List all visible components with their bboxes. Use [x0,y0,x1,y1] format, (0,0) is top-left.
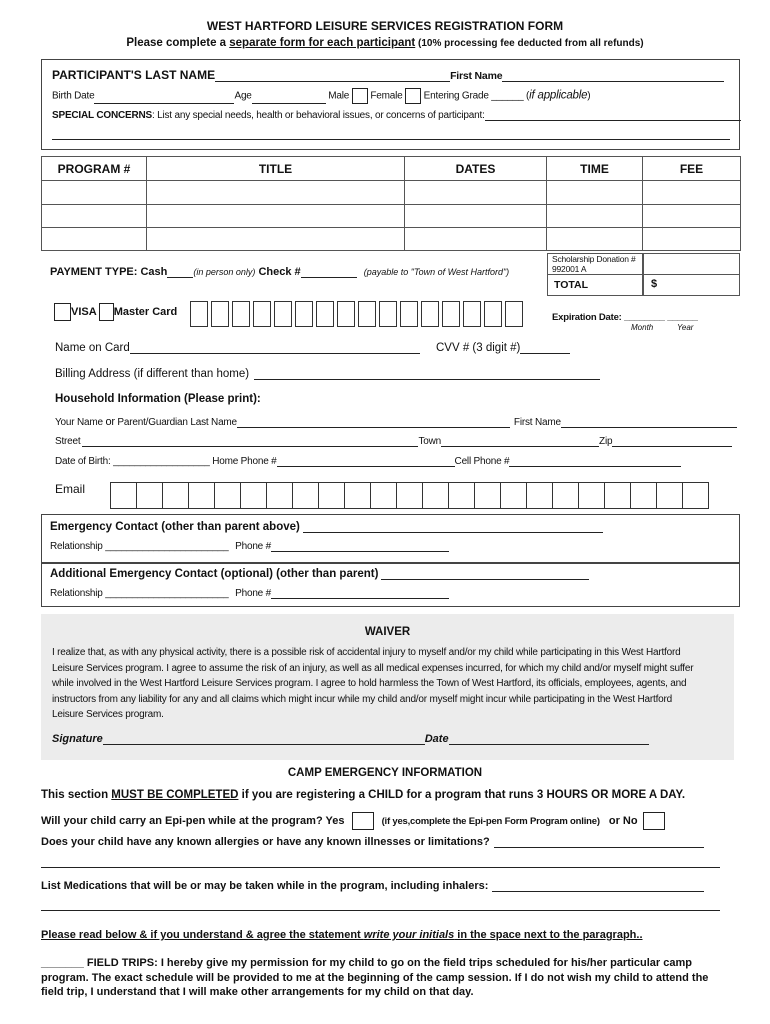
card-digit-box[interactable] [253,301,271,327]
age-label: Age [234,90,252,102]
must-post: if you are registering a CHILD for a program that runs 3 HOURS OR MORE A DAY. [238,789,686,801]
household-first-name-label: First Name [513,417,561,428]
waiver-heading: WAIVER [364,626,411,638]
table-row[interactable] [42,205,741,228]
allergies-field-line-2[interactable] [41,867,720,868]
grade-label: Entering Grade ______ ( [423,90,530,102]
email-char-box[interactable] [240,482,267,509]
home-phone-field[interactable] [277,456,455,467]
card-digit-box[interactable] [484,301,502,327]
email-char-box[interactable] [552,482,579,509]
signature-row [52,733,649,745]
email-char-box[interactable] [656,482,683,509]
subtitle-post: (10% processing fee deducted from all refunds) [415,38,644,49]
subtitle-underlined: separate form for each participant [229,37,416,49]
must-complete-row [41,789,685,801]
your-name-row [55,416,737,428]
medications-field-line-2[interactable] [41,910,720,911]
grade-italic: if applicable [529,89,588,102]
emergency-contact-label: Emergency Contact (other than parent above) [50,521,300,533]
additional-contact-label: Additional Emergency Contact (optional) (other than parent) [50,568,379,580]
your-name-label: Your Name [55,417,106,428]
read-post: in the space next to the paragraph.. [454,929,643,941]
email-char-box[interactable] [630,482,657,509]
signature-label: Signature [52,733,103,745]
card-digit-box[interactable] [295,301,313,327]
billing-row [55,368,600,380]
additional-contact-field[interactable] [381,569,589,580]
card-digit-box[interactable] [400,301,418,327]
email-char-box[interactable] [604,482,631,509]
email-char-box[interactable] [292,482,319,509]
street-row [55,436,732,447]
male-checkbox[interactable] [352,88,368,104]
email-char-box[interactable] [526,482,553,509]
program-table [41,156,741,251]
email-label: Email [55,482,86,496]
waiver-text [52,645,732,723]
field-trips-line: field trip, I understand that I will make other arrangements for my child on that day. [41,986,474,998]
waiver-line: Leisure Services program. I agree to assume the risk of an injury, as well as all medical expenses incurred, for which my child and/or myself might suffer [52,662,694,674]
name-on-card-field[interactable] [130,343,420,354]
card-digit-box[interactable] [421,301,439,327]
expiration-year-label: Year [677,323,694,332]
last-name-field[interactable] [215,71,450,82]
waiver-line: while involved in the West Hartford Leisure Services program. I agree to hold harmless the Town of West Hartford, its officials, employees, agents, and [52,678,687,689]
header-dates: DATES [405,157,547,181]
allergies-field[interactable] [494,837,704,848]
phone-label-2: Phone # [235,588,271,599]
special-field-line-2[interactable] [52,139,730,140]
header-title: TITLE [147,157,405,181]
female-checkbox[interactable] [405,88,421,104]
total-label: TOTAL [554,279,589,291]
card-digit-box[interactable] [316,301,334,327]
birth-date-label: Birth Date [52,90,95,102]
emergency-relationship-row [50,541,449,552]
email-char-box[interactable] [266,482,293,509]
town-field[interactable] [441,436,599,447]
town-label: Town [418,436,442,447]
waiver-line: I realize that, as with any physical activity, there is a possible risk of accidental injury to myself and/or my child while participating in this West Hartford [52,647,681,658]
field-trips-line: program. The exact schedule will be provided to me at the beginning of the camp session. If I do not wish my child to attend the [41,971,709,984]
card-digit-box[interactable] [379,301,397,327]
form-subtitle [0,37,770,49]
special-field[interactable] [485,110,741,121]
allergies-question: Does your child have any known allergies or have any known illnesses or limitations? [41,836,490,848]
cash-field[interactable] [167,267,193,278]
special-text: : List any special needs, health or behavioral issues, or concerns of participant: [151,110,485,121]
medications-row [41,880,704,892]
signature-field[interactable] [103,734,425,745]
mastercard-checkbox[interactable] [99,303,114,321]
additional-phone-field[interactable] [271,588,449,599]
cash-note: (in person only) [193,267,256,277]
parent-last-name-label: Parent/Guardian Last Name [114,417,237,428]
special-label: SPECIAL CONCERNS [52,110,152,121]
total-value-box[interactable] [643,274,740,296]
must-pre: This section [41,789,112,801]
medications-question: List Medications that will be or may be taken while in the program, including inhalers: [41,880,489,892]
total-value: $ [651,278,658,290]
email-char-box[interactable] [422,482,449,509]
field-trips-paragraph [41,956,741,1000]
cell-phone-label: Cell Phone # [454,456,510,467]
card-digit-box[interactable] [232,301,250,327]
card-digit-box[interactable] [505,301,523,327]
dob-row [55,456,681,467]
email-char-box[interactable] [500,482,527,509]
household-first-name-field[interactable] [561,417,737,428]
zip-field[interactable] [612,436,732,447]
card-digit-box[interactable] [463,301,481,327]
card-digit-box[interactable] [442,301,460,327]
email-char-box[interactable] [578,482,605,509]
epipen-yes-checkbox[interactable] [352,812,374,830]
total-label-box [547,274,643,296]
email-char-box[interactable] [318,482,345,509]
first-name-label: First Name [450,70,503,82]
must-underline: MUST BE COMPLETED [111,789,239,801]
dob-label: Date of Birth: __________________ Home Phone # [55,456,277,467]
cvv-field[interactable] [520,343,570,354]
special-row [52,110,741,121]
additional-relationship-row [50,588,449,599]
billing-label: Billing Address (if different than home) [55,368,250,380]
epipen-row [41,812,665,830]
additional-contact-row [50,568,589,580]
billing-field[interactable] [254,369,600,380]
emergency-contact-row [50,521,603,533]
card-digit-box[interactable] [211,301,229,327]
birth-row [52,88,590,104]
name-on-card-row [55,342,420,354]
card-row [54,303,177,321]
scholarship-label: Scholarship Donation # 992001 A [552,254,636,274]
header-time: TIME [547,157,643,181]
email-char-box[interactable] [110,482,137,509]
email-char-box[interactable] [474,482,501,509]
waiver-line: instructors from any liability for any and all claims which might incur while my child and/or myself might incur while participating in the West Hartford [52,693,673,705]
household-heading: Household Information (Please print): [55,393,261,405]
allergies-row [41,836,704,848]
form-title: WEST HARTFORD LEISURE SERVICES REGISTRATION FORM [206,19,564,33]
subtitle-pre: Please complete a [126,37,230,49]
check-note: (payable to "Town of West Hartford") [363,267,510,277]
email-char-box[interactable] [214,482,241,509]
relationship-label-2: Relationship _______________________ [50,588,229,599]
email-char-box[interactable] [682,482,709,509]
read-italic: write your initials [363,929,455,941]
medications-field[interactable] [492,881,704,892]
email-char-box[interactable] [344,482,371,509]
email-char-box[interactable] [188,482,215,509]
street-label: Street [55,436,81,447]
epipen-note: (if yes,complete the Epi-pen Form Program online) [381,815,600,827]
name-on-card-label: Name on Card [55,342,130,354]
first-name-field[interactable] [502,71,724,82]
card-digit-box[interactable] [337,301,355,327]
card-digit-box[interactable] [358,301,376,327]
expiration-month-label: Month [631,323,654,332]
email-char-box[interactable] [162,482,189,509]
card-number-boxes[interactable] [190,301,526,327]
street-field[interactable] [82,436,418,447]
age-field[interactable] [252,93,326,104]
waiver-line: Leisure Services program. [52,709,164,720]
cell-phone-field[interactable] [509,456,681,467]
cvv-row [436,342,570,354]
field-trips-line: _______ FIELD TRIPS: I hereby give my permission for my child to go on the field trips scheduled for his/her particular camp [41,957,692,969]
email-char-box[interactable] [136,482,163,509]
date-label: Date [424,733,449,745]
read-pre: Please read below & if you understand & agree the statement [41,929,364,941]
header-fee: FEE [643,157,741,181]
visa-checkbox[interactable] [54,303,71,321]
date-field[interactable] [449,734,649,745]
payment-row [50,266,509,278]
table-row[interactable] [42,228,741,251]
epipen-no-checkbox[interactable] [643,812,665,830]
epipen-no-label: or No [608,814,638,827]
table-row[interactable] [42,181,741,205]
mastercard-label: Master Card [113,305,178,318]
card-digit-box[interactable] [274,301,292,327]
zip-label: Zip [599,436,613,447]
email-boxes[interactable] [110,482,708,509]
check-field[interactable] [301,267,357,278]
expiration-label: Expiration Date: ________ ______ [552,312,698,323]
camp-heading: CAMP EMERGENCY INFORMATION [287,767,483,779]
scholarship-amount[interactable] [643,253,740,274]
email-char-box[interactable] [370,482,397,509]
or-label: or [105,416,115,428]
female-label: Female [370,90,403,102]
visa-label: VISA [71,305,97,318]
check-label: Check # [258,266,301,278]
email-char-box[interactable] [396,482,423,509]
email-char-box[interactable] [448,482,475,509]
read-below-row [41,929,643,941]
relationship-label: Relationship _______________________ [50,541,229,552]
emergency-contact-field[interactable] [303,522,603,533]
last-name-row [52,68,724,82]
phone-label: Phone # [235,541,271,552]
emergency-phone-field[interactable] [271,541,449,552]
cvv-label: CVV # (3 digit #) [436,342,521,354]
last-name-label: PARTICIPANT'S LAST NAME [52,68,216,82]
parent-last-name-field[interactable] [237,417,510,428]
male-label: Male [328,90,350,102]
grade-close: ) [587,90,591,102]
birth-date-field[interactable] [94,93,234,104]
payment-type-label: PAYMENT TYPE: Cash [50,266,168,278]
card-digit-box[interactable] [190,301,208,327]
epipen-question: Will your child carry an Epi-pen while at the program? Yes [41,814,345,827]
header-program: PROGRAM # [42,157,147,181]
